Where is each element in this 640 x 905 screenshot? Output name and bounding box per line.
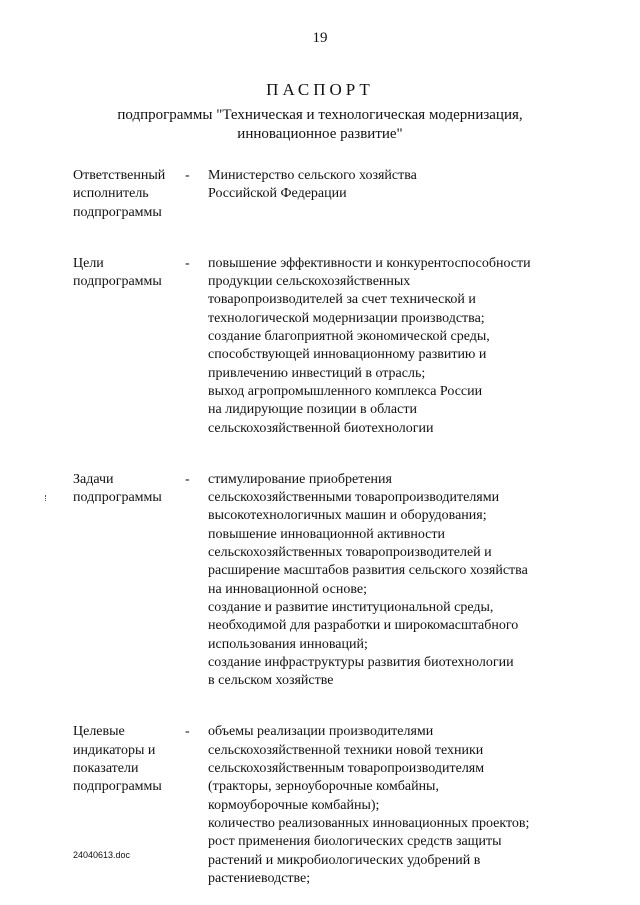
- row-label: [73, 471, 185, 691]
- content-line: на лидирующие позиции в области: [208, 402, 417, 418]
- content-line: (тракторы, зерноуборочные комбайны,: [208, 779, 439, 795]
- label-line: подпрограммы: [73, 490, 162, 506]
- content-line: сельскохозяйственной биотехнологии: [208, 420, 434, 436]
- passport-table: [73, 167, 573, 888]
- content-line: создание благоприятной экономической среды,: [208, 329, 490, 345]
- content-line: повышение инновационной активности: [208, 526, 445, 542]
- content-line: Российской Федерации: [208, 186, 347, 202]
- content-line: сельскохозяйственными товаропроизводителями: [208, 490, 500, 506]
- content-line: создание инфраструктуры развития биотехнологии: [208, 654, 514, 670]
- row-target-indicators: [73, 723, 573, 888]
- document-subtitle: [0, 106, 640, 144]
- content-line: высокотехнологичных машин и оборудования;: [208, 508, 487, 524]
- label-line: исполнитель: [73, 186, 149, 202]
- content-line: необходимой для разработки и широкомасштабного: [208, 618, 519, 634]
- content-line: сельскохозяйственной техники новой техники: [208, 742, 484, 758]
- row-label: [73, 255, 185, 438]
- content-line: растений и микробиологических удобрений в: [208, 852, 481, 868]
- content-line: в сельском хозяйстве: [208, 673, 334, 689]
- label-line: показатели: [73, 761, 139, 777]
- row-content: [208, 723, 573, 888]
- row-dash: -: [185, 168, 190, 183]
- row-responsible-executor: [73, 167, 573, 222]
- row-dash: -: [185, 255, 190, 271]
- content-line: стимулирование приобретения: [208, 471, 392, 487]
- label-line: подпрограммы: [73, 274, 162, 290]
- content-line: объемы реализации производителями: [208, 724, 434, 740]
- content-line: повышение эффективности и конкурентоспособности: [208, 255, 531, 271]
- row-dash: -: [185, 724, 190, 740]
- content-line: на инновационной основе;: [208, 581, 367, 597]
- row-goals: [73, 255, 573, 438]
- document-title: ПАСПОРТ: [266, 80, 374, 99]
- content-line: растениеводстве;: [208, 870, 311, 886]
- row-label: [73, 167, 185, 222]
- footer-filename: 24040613.doc: [73, 850, 131, 860]
- row-content: [208, 471, 573, 691]
- row-label: [73, 723, 185, 888]
- subtitle-line: инновационное развитие": [237, 126, 403, 142]
- row-content: [208, 167, 573, 222]
- content-line: рост применения биологических средств защиты: [208, 834, 502, 850]
- label-line: Целевые: [73, 724, 125, 740]
- label-line: Цели: [73, 255, 104, 271]
- label-line: Задачи: [73, 471, 114, 487]
- page-number: 19: [312, 30, 328, 46]
- row-content: [208, 255, 573, 438]
- row-tasks: [73, 471, 573, 691]
- row-dash: -: [185, 471, 190, 487]
- label-line: подпрограммы: [73, 204, 162, 220]
- content-line: количество реализованных инновационных проектов;: [208, 815, 530, 831]
- content-line: выход агропромышленного комплекса России: [208, 383, 483, 399]
- margin-mark: [45, 495, 48, 501]
- content-line: кормоуборочные комбайны);: [208, 797, 380, 813]
- content-line: товаропроизводителей за счет технической и: [208, 292, 476, 308]
- label-line: Ответственный: [73, 168, 166, 183]
- content-line: сельскохозяйственным товаропроизводителям: [208, 761, 485, 777]
- content-line: создание и развитие институциональной среды,: [208, 599, 494, 615]
- content-line: сельскохозяйственных товаропроизводителей и: [208, 545, 492, 561]
- content-line: привлечению инвестиций в отрасль;: [208, 365, 426, 381]
- content-line: использования инноваций;: [208, 636, 368, 652]
- content-line: продукции сельскохозяйственных: [208, 274, 411, 290]
- content-line: способствующей инновационному развитию и: [208, 347, 487, 363]
- content-line: технологической модернизации производства;: [208, 310, 485, 326]
- label-line: подпрограммы: [73, 779, 162, 795]
- label-line: индикаторы и: [73, 742, 156, 758]
- content-line: расширение масштабов развития сельского хозяйства: [208, 563, 528, 579]
- subtitle-line: подпрограммы "Техническая и технологическая модернизация,: [117, 107, 523, 123]
- content-line: Министерство сельского хозяйства: [208, 168, 417, 183]
